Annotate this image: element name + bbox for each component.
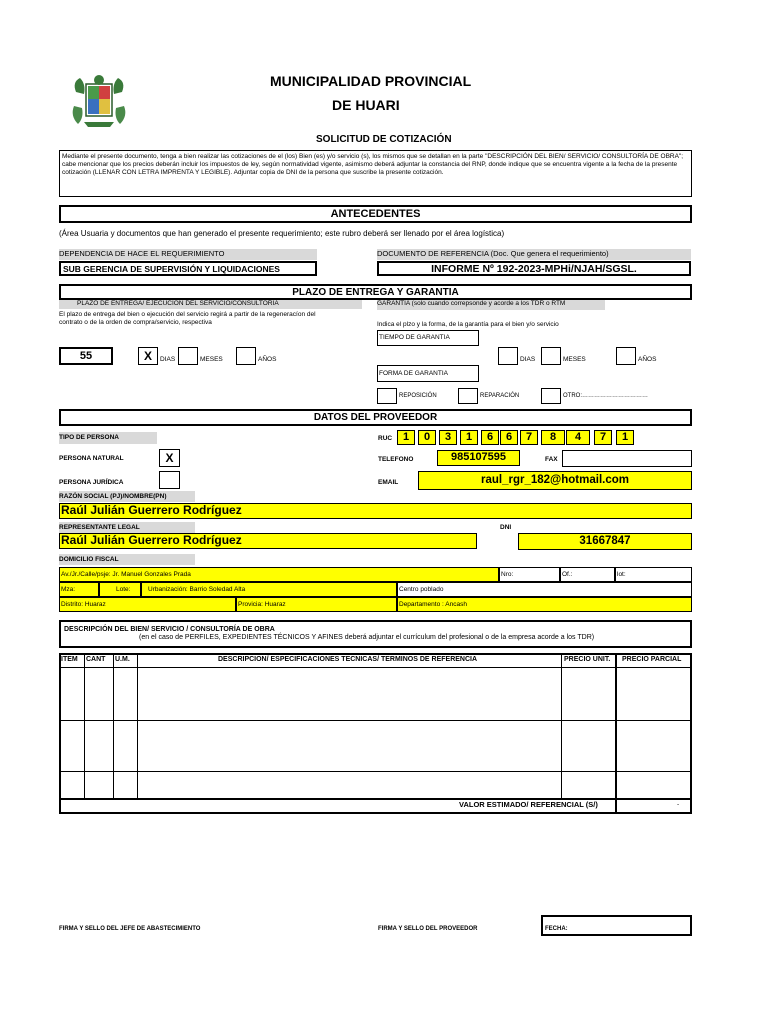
provincia-text: Provicia: Huaraz bbox=[238, 601, 286, 608]
garantia-dias-label: DIAS bbox=[520, 356, 536, 363]
col-header-descripcion: DESCRIPCION/ ESPECIFICACIONES TECNICAS/ TERMINOS DE REFERENCIA bbox=[218, 656, 478, 663]
tipo-persona-label: TIPO DE PERSONA bbox=[59, 432, 157, 444]
table-row-divider bbox=[59, 771, 692, 772]
centro-poblado-field[interactable] bbox=[397, 582, 692, 597]
plazo-label bbox=[59, 300, 362, 309]
direccion-field[interactable] bbox=[59, 567, 499, 582]
reparacion-label: REPARACIÓN bbox=[480, 393, 520, 399]
ruc-digit[interactable]: 1 bbox=[616, 430, 634, 445]
lote-field[interactable] bbox=[99, 582, 141, 597]
garantia-description: Indica el plzo y la forma, de la garantía para el bien y/o servicio bbox=[377, 321, 559, 328]
col-divider bbox=[615, 653, 617, 814]
intro-paragraph bbox=[59, 150, 692, 197]
dni-field[interactable]: 31667847 bbox=[518, 533, 692, 550]
persona-natural-label: PERSONA NATURAL bbox=[59, 455, 124, 462]
plazo-value-field[interactable]: 55 bbox=[59, 347, 113, 365]
col-divider bbox=[137, 653, 138, 798]
dias-label: DIAS bbox=[160, 356, 176, 363]
persona-juridica-checkbox[interactable] bbox=[159, 471, 180, 489]
ruc-digit[interactable]: 1 bbox=[397, 430, 415, 445]
garantia-anos-checkbox[interactable] bbox=[616, 347, 636, 365]
email-label: EMAIL bbox=[378, 479, 399, 486]
antecedentes-heading bbox=[59, 205, 692, 223]
reparacion-checkbox[interactable] bbox=[458, 388, 478, 404]
otro-label: OTRO:…………………………… bbox=[563, 393, 648, 399]
nro-field[interactable] bbox=[499, 567, 560, 582]
distrito-field[interactable] bbox=[59, 597, 236, 612]
plazo-description: El plazo de entrega del bien o ejecución del servicio regirá a partir de la regeneracíon del contrato o de la orden de compra/servicio, respectiva bbox=[59, 311, 316, 326]
title-line-2: DE HUARI bbox=[332, 97, 400, 113]
of-field[interactable] bbox=[560, 567, 615, 582]
ruc-digit[interactable]: 0 bbox=[418, 430, 436, 445]
dias-checkbox[interactable]: X bbox=[138, 347, 158, 365]
col-header-item: ITEM bbox=[61, 656, 78, 663]
valor-estimado-label: VALOR ESTIMADO/ REFERENCIAL (S/) bbox=[459, 800, 598, 809]
fax-label: FAX bbox=[545, 456, 558, 463]
col-header-precio-parcial: PRECIO PARCIAL bbox=[622, 656, 682, 663]
col-divider bbox=[561, 653, 562, 798]
garantia-meses-checkbox[interactable] bbox=[541, 347, 561, 365]
telefono-label: TELEFONO bbox=[378, 456, 414, 463]
firma-proveedor-label: FIRMA Y SELLO DEL PROVEEDOR bbox=[378, 926, 478, 932]
intro-text: Mediante el presente documento, tenga a bien realizar las cotizaciones de el (los) Bien (es) y/o servicio (s), los mismos que se detallan en la parte "DESCRIPCIÓN DEL BIEN/ SERVICIO/ CONSULTORÍA DE OBRA"; cabe mencionar que los precios deberán incluir los impuestos de ley, según normatividad vigente, asimismo deberá adjuntar la constancia del RNP, donde indique que se encuentra vigente a la fecha de la presente cotización (LLENAR CON LETRA IMPRENTA Y LEGIBLE). Adjuntar copia de DNI de la persona que suscribe la presente cotización. bbox=[62, 153, 684, 176]
direccion-text: Av./Jr./Calle/psje: Jr. Manuel Gonzales Prada bbox=[61, 571, 191, 578]
dni-label: DNI bbox=[500, 524, 512, 531]
documento-field[interactable]: INFORME Nº 192-2023-MPHi/NJAH/SGSL. bbox=[377, 261, 691, 276]
provincia-field[interactable] bbox=[236, 597, 397, 612]
mza-label: Mza: bbox=[61, 586, 76, 593]
col-divider bbox=[84, 653, 85, 798]
razon-social-field[interactable]: Raúl Julián Guerrero Rodríguez bbox=[59, 503, 692, 519]
distrito-text: Distrito: Huaraz bbox=[61, 601, 106, 608]
of-label: Of.: bbox=[562, 571, 573, 578]
ruc-digit[interactable]: 6 bbox=[481, 430, 499, 445]
otro-checkbox[interactable] bbox=[541, 388, 561, 404]
garantia-dias-checkbox[interactable] bbox=[498, 347, 518, 365]
title-line-1: MUNICIPALIDAD PROVINCIAL bbox=[270, 73, 472, 89]
garantia-anos-label: AÑOS bbox=[638, 356, 657, 363]
meses-label: MESES bbox=[200, 356, 223, 363]
representante-label: REPRESENTANTE LEGAL bbox=[59, 522, 195, 533]
ruc-digit[interactable]: 7 bbox=[520, 430, 538, 445]
descripcion-heading bbox=[59, 620, 692, 648]
tiempo-garantia-field[interactable]: TIEMPO DE GARANTIA bbox=[377, 330, 479, 346]
nro-label: Nro: bbox=[501, 571, 514, 578]
plazo-label-text: PLAZO DE ENTREGA/ EJECUCIÓN DEL SERVICIO/CONSULTORIA bbox=[77, 300, 279, 307]
meses-checkbox[interactable] bbox=[178, 347, 198, 365]
plazo-heading bbox=[59, 284, 692, 300]
ruc-digit[interactable]: 4 bbox=[566, 430, 590, 445]
persona-juridica-label: PERSONA JURÍDICA bbox=[59, 479, 124, 486]
items-table bbox=[59, 653, 692, 814]
persona-natural-checkbox[interactable]: X bbox=[159, 449, 180, 467]
telefono-field[interactable]: 985107595 bbox=[437, 450, 520, 466]
descripcion-title: DESCRIPCIÓN DEL BIEN/ SERVICIO / CONSULTORÍA DE OBRA bbox=[64, 626, 275, 633]
departamento-field[interactable] bbox=[397, 597, 692, 612]
razon-social-label: RAZÓN SOCIAL (PJ)/NOMBRE(PN) bbox=[59, 491, 195, 502]
fax-field[interactable] bbox=[562, 450, 692, 467]
proveedor-heading-label: DATOS DEL PROVEEDOR bbox=[313, 412, 438, 423]
fecha-label: FECHA: bbox=[545, 926, 568, 932]
domicilio-label: DOMICILIO FISCAL bbox=[59, 554, 195, 565]
antecedentes-label: ANTECEDENTES bbox=[330, 208, 421, 220]
departamento-text: Departamento : Ancash bbox=[399, 601, 467, 608]
ruc-label: RUC bbox=[378, 435, 393, 442]
garantia-label: GARANTIA (solo cuando correpsonde y acorde a los TDR o RTM bbox=[377, 300, 605, 310]
lote-label: Lote: bbox=[116, 586, 131, 593]
col-divider bbox=[113, 653, 114, 798]
valor-estimado-value[interactable]: - bbox=[677, 801, 680, 808]
garantia-meses-label: MESES bbox=[563, 356, 586, 363]
reposicion-label: REPOSICIÓN bbox=[399, 393, 437, 399]
anos-checkbox[interactable] bbox=[236, 347, 256, 365]
proveedor-heading bbox=[59, 409, 692, 426]
col-header-um: U.M. bbox=[115, 656, 130, 663]
subtitle: SOLICITUD DE COTIZACIÓN bbox=[316, 134, 452, 145]
reposicion-checkbox[interactable] bbox=[377, 388, 397, 404]
col-header-precio-unit: PRECIO UNIT. bbox=[564, 656, 611, 663]
ruc-digit[interactable]: 3 bbox=[439, 430, 457, 445]
antecedentes-note: (Área Usuaria y documentos que han generado el presente requerimiento; este rubro deberá ser llenado por el área logística) bbox=[59, 229, 505, 238]
descripcion-note: (en el caso de PERFILES, EXPEDIENTES TÉCNICOS Y AFINES deberá adjuntar el currículum del profesional o de la empresa acorde a los TDR) bbox=[139, 634, 595, 641]
dependencia-label: DEPENDENCIA DE HACE EL REQUERIMIENTO bbox=[59, 249, 317, 260]
representante-field[interactable]: Raúl Julián Guerrero Rodríguez bbox=[59, 533, 477, 549]
table-header-divider bbox=[59, 667, 692, 668]
ruc-digit[interactable]: 8 bbox=[541, 430, 565, 445]
ruc-digit[interactable]: 1 bbox=[460, 430, 478, 445]
crest-logo bbox=[70, 72, 128, 130]
documento-label: DOCUMENTO DE REFERENCIA (Doc. Que genera el requerimiento) bbox=[377, 249, 691, 260]
lot-field[interactable] bbox=[615, 567, 692, 582]
firma-jefe-label: FIRMA Y SELLO DEL JEFE DE ABASTECIMIENTO bbox=[59, 926, 201, 932]
forma-garantia-field[interactable]: FORMA DE GARANTIA bbox=[377, 365, 479, 382]
col-header-cant: CANT bbox=[86, 656, 106, 663]
urbanizacion-field[interactable] bbox=[141, 582, 397, 597]
plazo-heading-label: PLAZO DE ENTREGA Y GARANTIA bbox=[292, 286, 459, 298]
dependencia-field[interactable]: SUB GERENCIA DE SUPERVISIÓN Y LIQUIDACIONES bbox=[59, 261, 317, 276]
lot-label: lot: bbox=[617, 571, 626, 578]
mza-field[interactable] bbox=[59, 582, 99, 597]
anos-label: AÑOS bbox=[258, 356, 277, 363]
ruc-digit[interactable]: 7 bbox=[594, 430, 612, 445]
email-field[interactable]: raul_rgr_182@hotmail.com bbox=[418, 471, 692, 490]
urbanizacion-text: Urbanización: Barrio Soledad Alta bbox=[148, 586, 246, 593]
ruc-digit[interactable]: 6 bbox=[500, 430, 518, 445]
table-row-divider bbox=[59, 720, 692, 721]
fecha-field[interactable] bbox=[541, 915, 692, 936]
centro-poblado-label: Centro poblado bbox=[399, 586, 444, 593]
